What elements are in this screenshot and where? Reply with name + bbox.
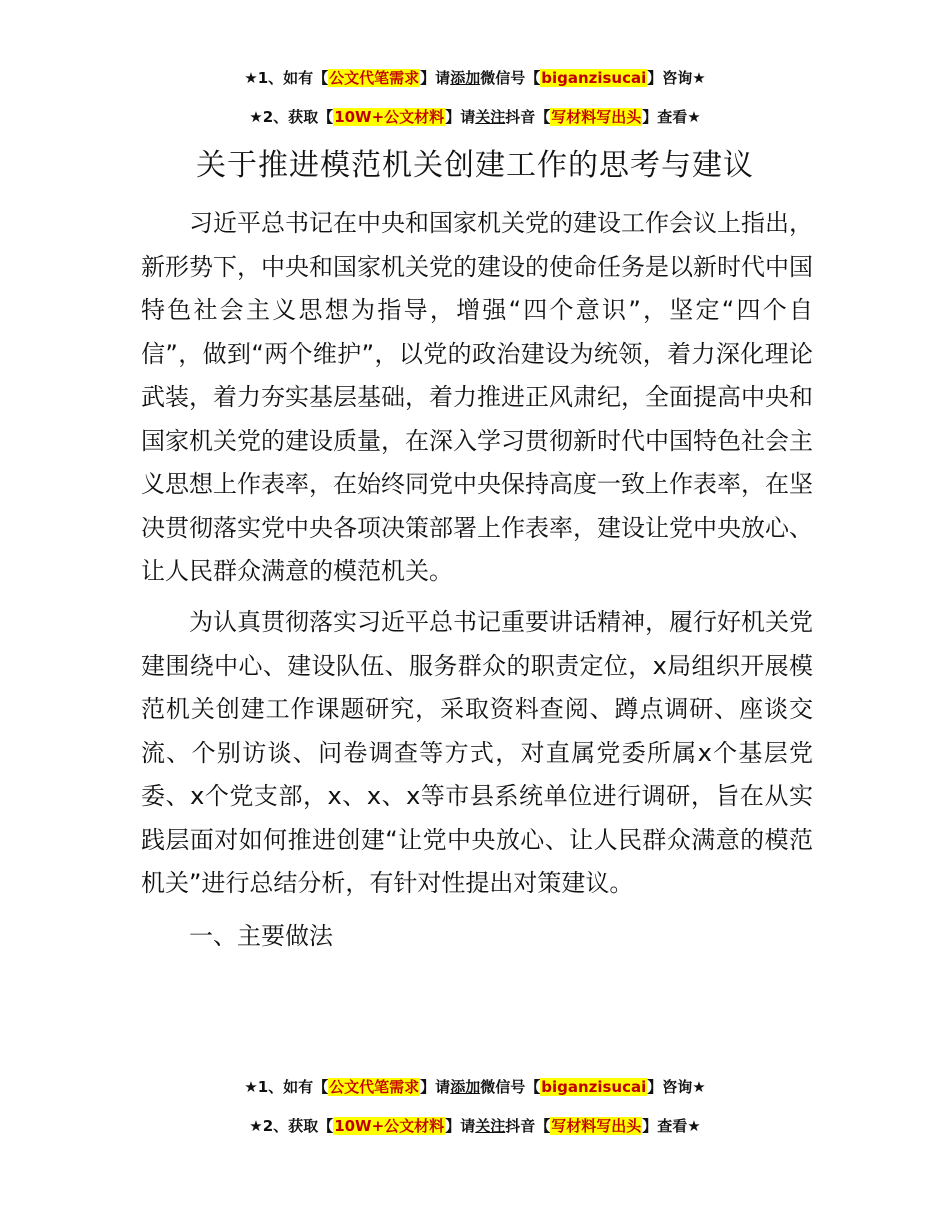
banner-highlight-ghostwriting: 公文代笔需求 bbox=[329, 1078, 420, 1096]
header-banner-line-1 bbox=[0, 68, 950, 88]
banner-text: 】查看★ bbox=[642, 108, 701, 126]
banner-text: 微信号【 bbox=[480, 1078, 541, 1096]
banner-text: ★2、获取【 bbox=[249, 108, 334, 126]
banner-text: 】请 bbox=[445, 1117, 476, 1135]
footer-banner-line-1 bbox=[0, 1077, 950, 1097]
banner-highlight-douyin-account: 写材料写出头 bbox=[551, 1117, 642, 1135]
footer-banner-line-2 bbox=[0, 1116, 950, 1136]
banner-text: 】咨询★ bbox=[647, 1078, 706, 1096]
banner-highlight-materials: 10W+公文材料 bbox=[334, 1117, 445, 1135]
body-paragraph-2: 为认真贯彻落实习近平总书记重要讲话精神，履行好机关党建围绕中心、建设队伍、服务群众的职责定位，x局组织开展模范机关创建工作课题研究，采取资料查阅、蹲点调研、座谈交流、个别访谈、问卷调查等方式，对直属党委所属x个基层党委、x个党支部，x、x、x等市县系统单位进行调研，旨在从实践层面对如何推进创建“让党中央放心、让人民群众满意的模范机关”进行总结分析，有针对性提出对策建议。 bbox=[141, 608, 813, 897]
banner-highlight-ghostwriting: 公文代笔需求 bbox=[329, 69, 420, 87]
banner-text: 抖音【 bbox=[505, 108, 551, 126]
banner-text: ★2、获取【 bbox=[249, 1117, 334, 1135]
banner-text: 】咨询★ bbox=[647, 69, 706, 87]
banner-text: 微信号【 bbox=[480, 69, 541, 87]
banner-underlined-add: 添加 bbox=[450, 69, 481, 87]
banner-text: ★1、如有【 bbox=[244, 69, 329, 87]
banner-highlight-douyin-account: 写材料写出头 bbox=[551, 108, 642, 126]
section-heading: 一、主要做法 bbox=[189, 922, 333, 950]
banner-underlined-follow: 关注 bbox=[475, 1117, 506, 1135]
banner-text: 】请 bbox=[420, 69, 451, 87]
header-banner-line-2 bbox=[0, 107, 950, 127]
document-title: 关于推进模范机关创建工作的思考与建议 bbox=[196, 148, 754, 183]
banner-text: ★1、如有【 bbox=[244, 1078, 329, 1096]
banner-text: 抖音【 bbox=[505, 1117, 551, 1135]
body-paragraph-1: 习近平总书记在中央和国家机关党的建设工作会议上指出，新形势下，中央和国家机关党的建设的使命任务是以新时代中国特色社会主义思想为指导，增强“四个意识”，坚定“四个自信”，做到“两个维护”，以党的政治建设为统领，着力深化理论武装，着力夯实基层基础，着力推进正风肃纪，全面提高中央和国家机关党的建设质量，在深入学习贯彻新时代中国特色社会主义思想上作表率，在始终同党中央保持高度一致上作表率，在坚决贯彻落实党中央各项决策部署上作表率，建设让党中央放心、让人民群众满意的模范机关。 bbox=[141, 209, 813, 585]
banner-text: 】查看★ bbox=[642, 1117, 701, 1135]
banner-text: 】请 bbox=[420, 1078, 451, 1096]
banner-highlight-wechat-id: biganzisucai bbox=[541, 69, 647, 87]
banner-highlight-materials: 10W+公文材料 bbox=[334, 108, 445, 126]
banner-underlined-follow: 关注 bbox=[475, 108, 506, 126]
banner-underlined-add: 添加 bbox=[450, 1078, 481, 1096]
banner-highlight-wechat-id: biganzisucai bbox=[541, 1078, 647, 1096]
banner-text: 】请 bbox=[445, 108, 476, 126]
